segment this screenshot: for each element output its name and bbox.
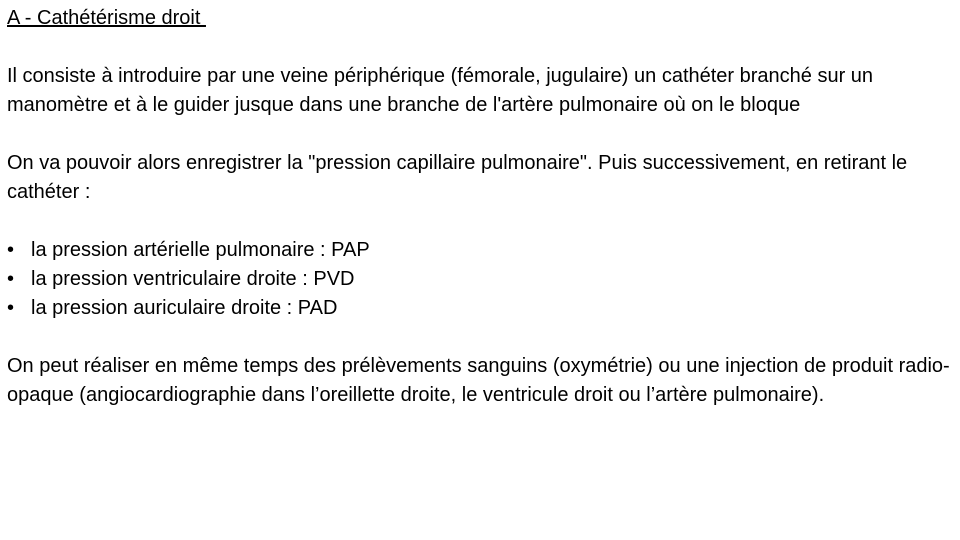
record-paragraph: On va pouvoir alors enregistrer la "pression capillaire pulmonaire". Puis successivement, en retirant le cathéter :: [7, 152, 908, 203]
intro-paragraph: Il consiste à introduire par une veine périphérique (fémorale, jugulaire) un cathéter branché sur un manomètre et à le guider jusque dans une branche de l'artère pulmonaire où on le bloque: [7, 65, 874, 116]
spacer: [7, 120, 955, 149]
list-item: [7, 265, 955, 294]
bullet-icon: •: [7, 297, 15, 319]
spacer: [7, 207, 955, 236]
slide-title: A - Cathétérisme droit: [7, 7, 206, 29]
spacer: [7, 323, 955, 352]
extra-paragraph: On peut réaliser en même temps des prélèvements sanguins (oxymétrie) ou une injection de produit radio-opaque (angiocardiographie dans l’oreillette droite, le ventricule droit ou l’artère pulmonaire).: [7, 355, 950, 406]
slide-content: [7, 4, 955, 410]
list-item-text: la pression artérielle pulmonaire : PAP: [31, 239, 370, 261]
list-item-text: la pression ventriculaire droite : PVD: [31, 268, 355, 290]
spacer: [7, 33, 955, 62]
list-item: [7, 294, 955, 323]
bullet-icon: •: [7, 239, 15, 261]
list-item: [7, 236, 955, 265]
bullet-icon: •: [7, 268, 15, 290]
list-item-text: la pression auriculaire droite : PAD: [31, 297, 338, 319]
pressure-list: [7, 236, 955, 323]
